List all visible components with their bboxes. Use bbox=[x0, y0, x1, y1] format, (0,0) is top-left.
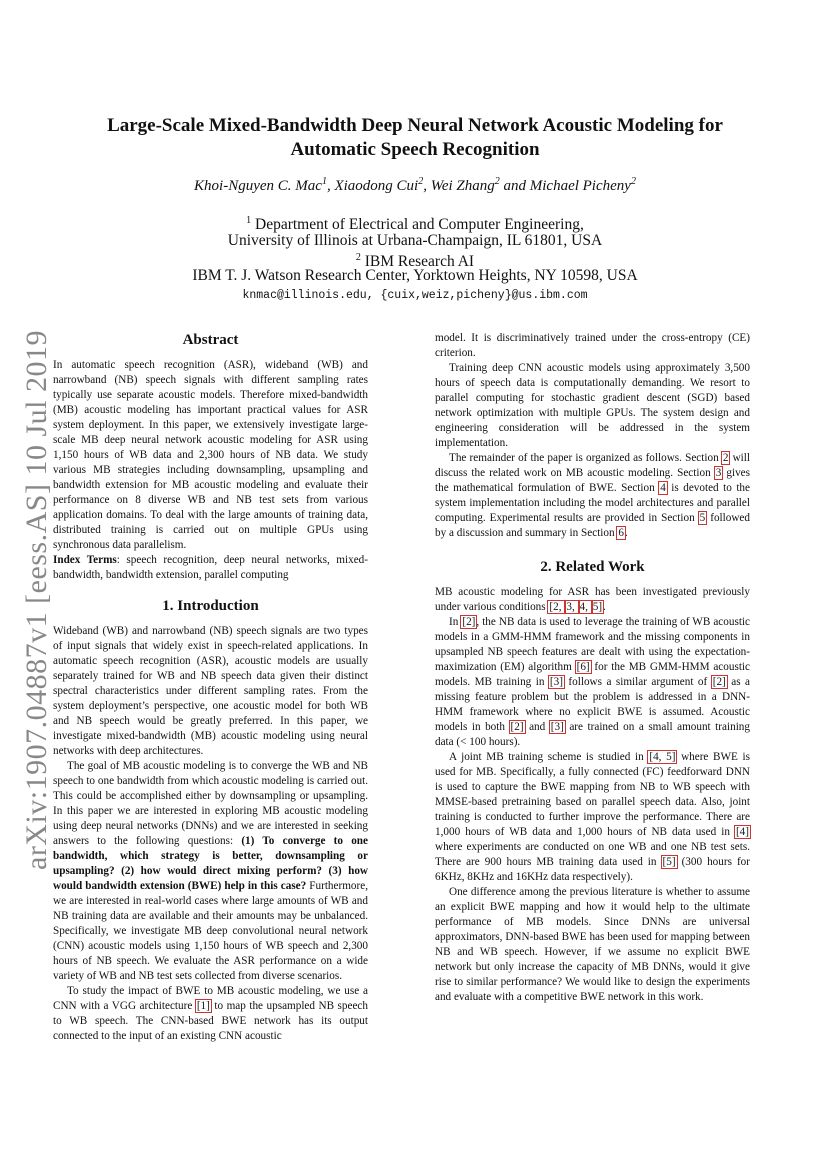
section-link-5[interactable]: 5 bbox=[699, 512, 706, 524]
outline-text: The remainder of the paper is organized as follows. Section bbox=[449, 452, 722, 464]
citation-link[interactable]: [2, bbox=[549, 601, 565, 613]
author-3: , Wei Zhang bbox=[423, 178, 495, 194]
outline-text: will discuss the related work on MB acoustic modeling. Section bbox=[435, 452, 751, 479]
right-paragraph-1: model. It is discriminatively trained under the cross-entropy (CE) criterion. bbox=[435, 332, 750, 359]
title-line-2: Automatic Speech Recognition bbox=[290, 139, 540, 160]
citation-link[interactable]: [2] bbox=[712, 676, 726, 688]
related-text: In bbox=[449, 616, 462, 628]
citation-link[interactable]: [3] bbox=[549, 676, 563, 688]
affiliation-1-marker: 1 bbox=[246, 215, 252, 226]
introduction-heading: 1. Introduction bbox=[162, 598, 259, 614]
author-1: Khoi-Nguyen C. Mac bbox=[194, 178, 322, 194]
outline-text: . bbox=[625, 527, 628, 539]
related-paragraph-2 bbox=[435, 615, 750, 750]
related-text: (300 hours for 6KHz, 8KHz and 16KHz data respectively). bbox=[435, 856, 750, 883]
section-link-2[interactable]: 2 bbox=[722, 452, 729, 464]
left-column bbox=[53, 330, 368, 1044]
related-text: where experiments are conducted on one WB and one NB test sets. There are 900 hours MB training data used in bbox=[435, 841, 750, 868]
related-text: for the MB GMM-HMM acoustic models. MB training in bbox=[435, 661, 750, 688]
right-paragraph-2: Training deep CNN acoustic models using approximately 3,500 hours of speech data is computationally demanding. We resort to parallel computing for stochastic gradient descent (SGD) based network optimization with multiple GPUs. The system design and engineering consideration will be addressed in the system implementation. bbox=[435, 362, 750, 449]
citation-link[interactable]: [2] bbox=[462, 616, 476, 628]
related-text: where BWE is used for MB. Specifically, a fully connected (FC) feedforward DNN is used to capture the BWE mapping from NB to WB speech with MMSE-based pretraining based on parallel speech data. Also, joint training is conducted to further improve the performance. There are 1,000 hours of WB data and 1,000 hours of NB data used in bbox=[435, 751, 750, 838]
related-work-heading: 2. Related Work bbox=[540, 559, 645, 575]
citation-link[interactable]: 5] bbox=[592, 601, 603, 613]
related-text: and bbox=[524, 721, 550, 733]
index-terms bbox=[53, 553, 368, 583]
intro-p3-text-b: to map the upsampled NB speech to WB speech. The CNN-based BWE network has its output connected to the input of an existing CNN acoustic bbox=[53, 1000, 368, 1042]
intro-research-questions: (1) To converge to one bandwidth, which strategy is better, downsampling or upsampling? (2) how would direct mixing perform? (3) how would bandwidth extension (BWE) help in this case? bbox=[53, 835, 368, 892]
author-2-affil: 2 bbox=[418, 176, 424, 187]
section-link-4[interactable]: 4 bbox=[660, 482, 666, 494]
affiliation-line-2: University of Illinois at Urbana-Champaign, IL 61801, USA bbox=[227, 232, 603, 249]
related-text: are trained on a small amount training data (< 100 hours). bbox=[435, 721, 750, 748]
intro-paragraph-1: Wideband (WB) and narrowband (NB) speech signals are two types of input signals that widely exist in speech-related applications. In automatic speech recognition (ASR), acoustic models are usually separately trained for WB and NB speech data given their distinct spectral characteristics under different sampling rates. From the system deployment’s perspective, one acoustic model for both WB and NB speech would be greatly preferred. In this paper, we investigate mixed-bandwidth (MB) acoustic modeling using neural networks with deep architectures. bbox=[53, 625, 368, 757]
outline-text: is devoted to the system implementation including the model architectures and parallel computing. Experimental results are provided in Section bbox=[435, 482, 750, 524]
intro-p2-text-b: Furthermore, we are interested in real-world cases where large amounts of WB and NB training data are available and their amounts may be unbalanced. Specifically, we investigate MB deep convolutional neural network (CNN) acoustic models using 1,150 hours of WB speech and 2,300 hours of NB speech. We evaluate the ASR performance on a wide variety of WB and NB test sets collected from diverse scenarios. bbox=[53, 880, 369, 982]
arxiv-identifier: arXiv:1907.04887v1 [eess.AS] 10 Jul 2019 bbox=[20, 330, 53, 870]
affiliation-1-text: Department of Electrical and Computer Engineering, bbox=[251, 216, 584, 234]
affiliation-2-marker: 2 bbox=[355, 252, 361, 263]
abstract-body: In automatic speech recognition (ASR), wideband (WB) and narrowband (NB) speech signals with different sampling rates typically use separate acoustic models. Therefore mixed-bandwidth (MB) acoustic modeling has important practical values for ASR system deployment. In this paper, we extensively investigate large-scale MB deep neural network acoustic modeling for ASR using 1,150 hours of WB data and 2,300 hours of NB data. We study various MB strategies including downsampling, upsampling and bandwidth extension for MB acoustic modeling and evaluate their performance on 8 diverse WB and NB test sets from various application domains. To deal with the large amounts of training data, distributed training is carried out on multiple GPUs using synchronous data parallelism. bbox=[53, 359, 368, 551]
author-4: and Michael Picheny bbox=[499, 178, 631, 194]
affiliation-2-text: IBM Research AI bbox=[360, 253, 475, 271]
citation-link[interactable]: [2] bbox=[510, 721, 524, 733]
paper-title bbox=[70, 114, 760, 162]
citation-link[interactable]: 4, bbox=[579, 601, 591, 613]
citation-link[interactable]: [1] bbox=[196, 1000, 210, 1012]
related-text: . bbox=[603, 601, 606, 613]
intro-p3-text-a: To study the impact of BWE to MB acoustic modeling, we use a CNN with a VGG architecture bbox=[53, 985, 368, 1012]
author-emails: knmac@illinois.edu, {cuix,weiz,picheny}@us.ibm.com bbox=[242, 289, 588, 302]
related-text: A joint MB training scheme is studied in bbox=[449, 751, 649, 763]
right-column bbox=[435, 331, 750, 1005]
intro-paragraph-3 bbox=[53, 984, 368, 1044]
citation-link[interactable]: [5] bbox=[662, 856, 676, 868]
index-terms-text: : speech recognition, deep neural networks, mixed-bandwidth, bandwidth extension, parallel computing bbox=[53, 554, 368, 581]
author-3-affil: 2 bbox=[494, 176, 500, 187]
paper-outline-paragraph bbox=[435, 451, 750, 541]
author-2: , Xiaodong Cui bbox=[326, 178, 419, 194]
outline-text: gives the mathematical formulation of BWE. Section bbox=[435, 467, 750, 494]
intro-p2-text-a: The goal of MB acoustic modeling is to converge the WB and NB speech to one bandwidth from which acoustic modeling is carried out. This could be accomplished either by downsampling or upsampling. In this paper we are interested in exploring MB acoustic modeling using deep neural networks (DNNs) and we are interested in seeking answers to the following questions: bbox=[53, 760, 368, 847]
related-text: MB acoustic modeling for ASR has been investigated previously under various conditions bbox=[435, 586, 750, 613]
author-1-affil: 1 bbox=[321, 176, 327, 187]
intro-paragraph-2 bbox=[53, 759, 368, 984]
citation-link[interactable]: 3, bbox=[566, 601, 578, 613]
citation-link[interactable]: [4] bbox=[735, 826, 749, 838]
related-paragraph-3 bbox=[435, 750, 750, 885]
index-terms-label: Index Terms bbox=[53, 554, 117, 566]
affiliation-line-4: IBM T. J. Watson Research Center, Yorktown Heights, NY 10598, USA bbox=[192, 267, 638, 284]
related-text: as a missing feature problem but the problem is addressed in a DNN-HMM framework where no explicit BWE is assumed. Acoustic models in both bbox=[435, 676, 751, 733]
outline-text: followed by a discussion and summary in Section bbox=[435, 512, 750, 539]
related-text: follows a similar argument of bbox=[563, 676, 712, 688]
section-link-6[interactable]: 6 bbox=[618, 527, 624, 539]
related-text: , the NB data is used to leverage the training of WB acoustic models in a GMM-HMM framework and the missing components in upsampled NB speech features are dealt with using the expectation-maximization (EM) algorithm bbox=[435, 616, 750, 673]
citation-link[interactable]: [6] bbox=[576, 661, 590, 673]
author-4-affil: 2 bbox=[630, 176, 636, 187]
citation-link[interactable]: [3] bbox=[550, 721, 564, 733]
author-list bbox=[70, 176, 760, 195]
title-line-1: Large-Scale Mixed-Bandwidth Deep Neural Network Acoustic Modeling for bbox=[107, 115, 723, 136]
related-paragraph-4: One difference among the previous literature is whether to assume an explicit BWE mapping and how it would help to the ultimate performance of MB models. Since DNNs are universal approximators, DNN-based BWE has been used for mapping between NB and WB speech. However, if we assume no explicit BWE network but only increase the capacity of MB DNNs, would it give rise to similar performance? We would like to design the experiments and evaluate with a competitive BWE network in this work. bbox=[435, 886, 750, 1003]
citation-link[interactable]: [4, 5] bbox=[649, 751, 676, 763]
section-link-3[interactable]: 3 bbox=[715, 467, 722, 479]
abstract-heading: Abstract bbox=[182, 332, 239, 348]
related-paragraph-1 bbox=[435, 585, 750, 615]
